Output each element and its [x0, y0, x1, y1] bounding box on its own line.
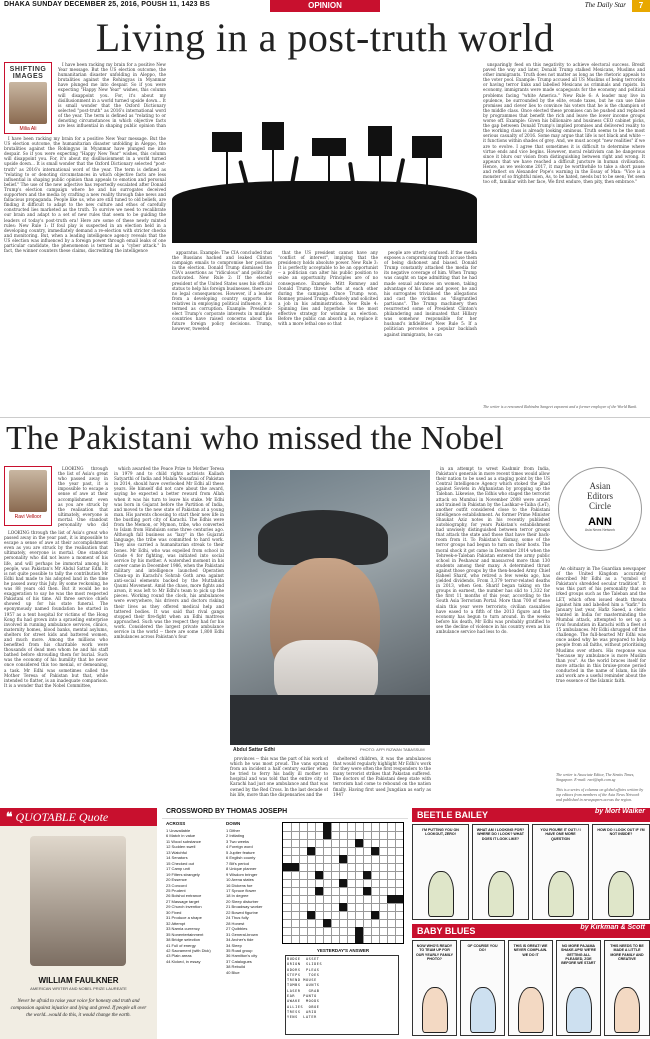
yesterday-answer-title: YESTERDAY'S ANSWER	[316, 948, 370, 953]
answer-row: LASER GRAB	[287, 988, 320, 993]
down-clue: 34 Sleep	[226, 942, 242, 948]
across-clue: 33 Narnia currency	[166, 926, 200, 932]
across-clue: 26 Bolshoi entrance	[166, 893, 202, 899]
answer-row: BUDGE ASSET	[287, 957, 320, 961]
quote-header: ❝ QUOTABLE Quote	[0, 808, 157, 826]
across-clue: 41 Full of energy	[166, 942, 196, 948]
beetle-panel-1: I'M PUTTING YOU ON LOOKOUT, ZERO!	[412, 824, 469, 920]
section-label: OPINION	[270, 0, 380, 12]
across-clue: 13 Watchful	[166, 849, 187, 855]
down-clue: 2 Initiating	[226, 833, 245, 839]
masthead	[0, 0, 650, 12]
across-clue: 30 Fixed	[166, 909, 182, 915]
down-clue: 37 Catalogues	[226, 958, 252, 964]
quote-text: Never be afraid to raise your voice for honesty and truth and compassion against injustice and lying and greed. If people all over the world...would do this, it would change the earth.	[10, 999, 147, 1018]
across-clue: 35 Nonentertainment	[166, 931, 204, 937]
edhi-portrait-photo	[230, 470, 430, 745]
crossword-grid[interactable]	[282, 822, 404, 944]
quote-icon: ❝	[6, 810, 13, 824]
across-clue: 32 Attempt	[166, 920, 186, 926]
across-clue: 15 Checked out	[166, 860, 195, 866]
down-clue: 10 Arena states	[226, 877, 254, 883]
down-clue: 7 Bit's period	[226, 860, 249, 866]
across-heading: ACROSS	[166, 821, 186, 826]
down-clue: 28 Honest	[226, 920, 245, 926]
across-clue: 6 Match in value	[166, 833, 196, 839]
down-clue: 20 Sleep disturber	[226, 898, 259, 904]
byline-box-ravi	[4, 466, 52, 526]
beetle-panel-3: YOU FIGURE IT OUT! / I HAVE ONE MORE QUESTION	[532, 824, 589, 920]
answer-row: YENS LATER	[287, 1015, 317, 1020]
down-heading: DOWN	[226, 821, 241, 826]
article1-col2: apparatus. Example: The CIA concluded that the Russians hacked and leaked Clinton campaign emails to compromise her position in the election. Donald Trump dismissed the CIA's assertions as "ridiculous" and politically motivated. New Rule 2: If the elected president of the United States uses his official status to help his foreign businesses, there are no legal consequences. However, if a leader from a developing country supports his relatives in employing political influence, it is termed as corruption. Example: President-elect Trump's corporate interests in multiple countries have raised concerns about his future foreign policy decisions. Trump, however, tweeted	[172, 250, 272, 332]
answer-row: ALLIES OBOE	[287, 1004, 320, 1009]
article2-col4: sheltered children, it was the ambulances that would regularly highlight Mr Edhi's work for they were often the first responders to the many terrorist strikes that Pakistan suffered. The doctors of the Pakistani deep state with terrorism had come to rebound on the nation finally. Having first used Jungdian as early as 1947	[333, 756, 431, 797]
baby-panel-5: THIS NEEDS TO BE MADE A LITTLE MORE FAMILY AND CREATIVE	[604, 940, 650, 1036]
across-clue: 23 Concord	[166, 882, 187, 888]
down-clue: 1 Dither	[226, 828, 241, 833]
across-clue: 31 Produce a shape	[166, 915, 202, 921]
answer-row: STEPS TOES	[287, 972, 320, 977]
quotable-quote-box	[0, 808, 157, 1039]
answer-row: ODORS PLEAS	[287, 967, 320, 972]
asian-editors-circle-logo: Asian Editors Circle ANN Asia News Network	[558, 467, 642, 551]
down-clue: 16 Dickens foe	[226, 882, 253, 888]
article1-col3: that the US president cannot have any "conflict of interest", implying that the presidency holds absolute power. New Rule 3: It is perfectly acceptable to be an opportunist -- a politician can alter his public position to seize an opportunity. Principles are of no consequence. Example: Mitt Romney and Donald Trump threw barbs at each other during the campaign. Once Trump won, Romney praised Trump effusively and solicited a job in his administration. New Rule 4: Spinning lies and hyperbole is the most effective strategy for winning an election. Before the public can absorb a lie, replace it with a more lethal one so that	[278, 250, 378, 327]
down-clue: 8 Unique planner	[226, 866, 257, 872]
baby-panel-3: THIS IS GREAT! WE NEVER COMPLAIN. WE DO IT	[508, 940, 553, 1036]
across-clue: 27 Massage target	[166, 898, 200, 904]
beetle-bailey-strip	[412, 808, 650, 922]
across-clue: 43 Plain areas	[166, 953, 192, 959]
headline-post-truth: Living in a post-truth world	[95, 15, 555, 60]
down-clue: 40 Blue	[226, 969, 240, 975]
article2-note1: The writer is Associate Editor, The Straits Times, Singapore. E-mail: ravi@sph.com.sg	[556, 772, 635, 782]
article2-note2: This is a series of columns on global affairs written by top editors from members of the Asia News Network and published in newspapers across the region.	[556, 787, 644, 802]
answer-row: TOMBS AUNTS	[287, 983, 320, 988]
across-clue: 19 Filters strangely	[166, 871, 200, 877]
author-name: Ravi Velloor	[14, 514, 42, 520]
down-clue: 18 In degree	[226, 893, 249, 899]
down-clue: 38 Rebuild	[226, 964, 246, 970]
baby-panel-4: NO MORE PAJAMA SHAKE-UPS! WE'RE GETTING ALL PLEASED, ZOE BEFORE WE START	[556, 940, 601, 1036]
protest-silhouette-image	[172, 118, 477, 243]
down-clues	[226, 828, 282, 975]
down-clue: 36 Hamilton's city	[226, 953, 258, 959]
across-clue: 38 Bridge selection	[166, 937, 201, 943]
column-title: SHIFTING IMAGES	[9, 66, 47, 80]
across-clue: 17 Camp unit	[166, 866, 190, 872]
down-clue: 17 Spruce flower	[226, 887, 257, 893]
down-clue: 21 Broadway worker	[226, 904, 263, 910]
dateline: DHAKA SUNDAY DECEMBER 25, 2016, POUSH 11, 1423 BS	[4, 1, 211, 8]
across-clue: 25 Prudent	[166, 887, 186, 893]
page-number: 7	[632, 0, 650, 12]
paper-name: The Daily Star	[584, 1, 626, 9]
article2-col2: which awarded the Peace Prize to Mother Teresa in 1979 and to child rights activists Kailash Satyarthi of India and Malala Yousafzai of Pakistan in 2014, should have overlooked Mr Edhi all these years. He himself did not care about the award, saying he expected a better reward from Allah when it was his turn to leave his stake. Mr Edhi was born in Gujarat before the Partition of India, and moved to the new state of Pakistan at a young man. His parents choosing to start their new life in the bustling port city of Karachi. The Edhis were from the Memon, or Mymon, tribe, who converted to Islam from Hinduism some three centuries ago. Although fall business as "lazy" in the Gujarati language, the tribe was committed to hard work. They also carried a humanitarian streak to their bones. Mr Edhi, who was expelled from school in Grade 4 for fighting, was initiated into social service by his mother. A watershed moment in his career came in December 1986, when the Pakistani military and intelligence launched Operation Clean-up in Karachi's Sohrab Goth area against anti-social elements backed by the Muttahida Qaumi Movement. Amid the chaos, more fights and arson, it was left to Mr Edhi's team to pick up the pieces. Working round the clock, his ambulances were everywhere, his drivers and doctors risking their lives as they offered medical help and tattered bodies. It was said that rival gangs stopped their fire-fight when an Edhi mattress approached. Such was the respect they had for his work. Considered the largest private ambulance service in the world -- there are some 1,800 Edhi ambulances across Pakistan's four	[114, 466, 224, 640]
author-portrait	[9, 470, 47, 512]
baby-panel-1: NOW WHO'S READY TO TEAM UP FOR OUR YEARLY FAMILY PHOTO?	[412, 940, 457, 1036]
answer-row: EAR PANTO	[287, 994, 317, 999]
article1-col1-top: I have been racking my brain for a positive New Year message. But the US election outcome, the humanitarian disaster unfolding in Aleppo, the brutalities against the Rohingyas in Myanmar have plunged me into despair. So if you were expecting "Happy New Year" wishes, this column will disappoint you. For, it's about my disillusionment in a world turned upside down... It is small wonder that the Oxford Dictionary selected "post-truth" as 2016's international word of the year. The term is defined as "relating to or denoting circumstances in which objective facts are less influential in shaping public opinion than	[58, 62, 166, 128]
article1-col4: people are utterly confused. If the media exposes a compromising truth accuse them of being dishonest and biased. Donald Trump constantly attacked the media for its negative coverage of him. When Trump was caught on tape admitting that he had made sexual advances on women, taking advantage of his fame and power, he and his surrogates trivialised the allegations and cast the victims as "disgruntled partisans". The Trump machinery then resurrected some of President Clinton's philandering and insinuated that Hillary was somehow responsible for her husband's infidelities! New Rule 5: If a politician perceives a popular backlash against immigrants, he can	[384, 250, 477, 337]
article2-col3: provinces -- this was the part of his work of which he was most proud. The vans sprung from an incident a half century earlier when he tried to ferry his badly ill mother to hospital and was told that the entire city of Karachi had just one ambulance and that was owned by the Red Cross. In the last decade of his life, more than the dispensaries and the	[230, 756, 328, 797]
baby-panel-2: OF COURSE YOU DO!	[460, 940, 505, 1036]
article2-col1: LOOKING through the list of Asia's great who passed away in the year past, it is impossible to escape a sense of awe at their accomplishment even as you are struck by the realisation that ultimately, everyone is mortal. One standout personality who did not leave a moment of his life, and will perhaps be immortal among his people, was Pakistan's Mr Abdul Sattar Edhi. It is not quite possible to tally the contribution Mr Edhi had made to his adopted land in the time he passed away this July. By some reckoning, he was 88 years old then. But it would be no exaggeration to say he was the most respected Pakistani of his time. All three service chiefs showed up for his state funeral. The eponymously named foundation he started in 1957 as a tent hospital for victims of the Hong Kong flu had grown into a sprawling enterprise involved in running ambulance services, clinics, maternity homes, blood banks, mental asylums, shelters for street kids and battered women, and much more. Among the millions who benefited from his charitable work were thousands of dead men whom he and his staff bathed before shrouding them for burial. Such was the economy of his humility that he never once considered this too menial, or demeaning, a task. Mr Edhi was sometimes called the Mother Teresa of Pakistan but that, while intended to flatter, is an inadequate comparison. It is a wonder that the Nobel Committee,	[4, 530, 108, 688]
down-clue: 34 Archer's tide	[226, 937, 254, 943]
answer-row: ORION SLIDES	[287, 962, 323, 967]
down-clue: 3 Two weeks	[226, 838, 250, 844]
across-clue: 44 Kicked, in essay	[166, 958, 201, 964]
photo-credit: PHOTO: AFP/ RIZWAN TABASSUM	[360, 747, 425, 752]
down-clue: 6 English county	[226, 855, 256, 861]
divider	[0, 417, 650, 418]
article1-note: The writer is a renowned Rabindra Sangeet exponent and a former employee of the World Bank.	[483, 404, 638, 409]
answer-row: TREND MOUSE	[287, 978, 317, 983]
yesterday-answer-grid	[285, 955, 399, 1035]
across-clue: 29 Church invention	[166, 904, 202, 910]
answer-row: TRESS ARID	[287, 1009, 317, 1014]
article2-col1-top: LOOKING through the list of Asia's great who passed away in the year past, it is impossible to escape a sense of awe at their accomplishment even as you are struck by the realisation that ultimately, everyone is mortal. One standout personality who did	[58, 466, 108, 528]
comic-title: BABY BLUES by Kirkman & Scott	[412, 924, 650, 938]
down-clue: 35 Road group	[226, 947, 253, 953]
across-clue: 1 Unavailable	[166, 828, 191, 833]
photo-caption: Abdul Sattar Edhi	[233, 747, 275, 753]
down-clue: 4 Foreign word	[226, 844, 253, 850]
across-clue: 14 Senators	[166, 855, 188, 861]
beetle-panel-4: HOW DO I LOOK OUT IF I'M NOT INSIDE?	[592, 824, 650, 920]
across-clue: 11 Wood substance	[166, 838, 201, 844]
article1-col1-body: I have been racking my brain for a positive New Year message. But the US election outcome, the humanitarian disaster unfolding in Aleppo, the brutalities against the Rohingyas in Myanmar have plunged me into despair. So if you were expecting "Happy New Year" wishes, this column will disappoint you. For, it's about my disillusionment in a world turned upside down... It is small wonder that the Oxford Dictionary selected "post-truth" as 2016's international word of the year. The term is defined as "relating to or denoting circumstances in which objective facts are less influential in shaping public opinion than appeals to emotion and personal belief." The use of the new adjective has reportedly escalated after Donald Trump's election campaign where he and his surrogates deceived supporters and the media by crafting a new reality through fake news and fallacious propaganda. People like us, who are still tuned to old beliefs, are finding it difficult to adapt to the new culture and ethos of carefully constructed lies marketed as the truth. To survive we need to recalibrate our brain and adapt to a set of new rules that seem to be guiding the leaders of today's post-truth era! Here are some of these newly minted rules: New Rule 1: If foul play is suspected in an election held in a developing country, immediately demand a re-election with stricter checks and monitoring. But, when a leading intelligence agency reveals that the US election was influenced by a foreign power through email leaks of one particular candidate, the phenomenon is termed as a "cyber attack." In fact, the winner counters these claims, discrediting the intelligence	[4, 136, 166, 254]
quote-author: WILLIAM FAULKNER	[38, 976, 119, 985]
author-portrait	[9, 82, 47, 124]
quote-author-role: AMERICAN WRITER AND NOBEL PRIZE LAUREATE	[30, 986, 127, 991]
down-clue: 5 Jupiter feature	[226, 849, 255, 855]
faulkner-portrait	[30, 836, 126, 966]
baby-blues-strip	[412, 924, 650, 1039]
author-name: Milia Ali	[19, 126, 37, 132]
across-clue: 20 Essence	[166, 877, 187, 883]
comic-title: BEETLE BAILEY by Mort Walker	[412, 808, 650, 822]
down-clue: 31 General-brown	[226, 931, 259, 937]
answer-row: AWAKE MOODS	[287, 999, 320, 1004]
crossword-title: CROSSWORD BY THOMAS JOSEPH	[162, 808, 408, 819]
article1-col5: unsparingly feed on this negativity to achieve electoral success. Brexit paved the way and later, Donald Trump stalked Mexicans, Muslims and other immigrants. Truth does not matter as long as the rhetoric appeals to the voter pool. Example: Trump accused all US Muslims of being terrorists or having terror links and labelled Mexicans as criminals and rapists. In economy, immigrants were made scapegoats for the economy and political problems facing "white America." New Rule 6: A leader may live in opulence, be surrounded by the elite, evade taxes, but he can use false promises and clever lies to convince his voters that he is the champion of the middle class. Once elected these promises can be pushed and replaced by programmes that benefit the rich and leave the lower income groups worse off. Example: Given his billionaire and business CEO cabinet picks, the gap between Donald Trump's implied promises and delivered reality to the working class is already looking ominous. Truth seems to be the most serious casualty of 2016. Some may argue that life is not black and white -- it functions within shades of grey. And, we must accept "new realities" if we are to evolve. I agree that sometimes it is difficult to determine where virtue ends and vice begins. However, moral relativism can be dangerous since it blurs our vision from distinguishing between right and wrong. It appears that we have reached a difficult juncture in human civilisation. Hence, as we welcome 2017, it may be worthwhile to take a short pause and reflect on Alexander Pope's warning in the Essay of Man: "Vice is a monster of so frightful mien, As, to be hated, needs but to be seen; Yet seen too oft, familiar with her face, We first endure, then pity, then embrace."	[483, 62, 645, 185]
down-clue: 27 Quibbles	[226, 926, 248, 932]
across-clues	[166, 828, 224, 964]
headline-pakistani-nobel: The Pakistani who missed the Nobel	[6, 420, 504, 457]
article2-col6: An obituary in The Guardian newspaper of the United Kingdom accurately described Mr Edhi as a "symbol of Pakistan's shredded secular tradition". It was this part of his personality that so irked groups such as the Taleban and the LET, which often issued death threats against him and labelled him a "kafir." In January last year, Hafiz Saeed, a cleric wanted in India for masterminding the Mumbai attack, attempted to set up a rival foundation in Karachi with a fleet of 15 ambulances. Mr Edhi shrugged off the challenge. The full-hearted Mr Edhi was once asked why he was prepared to help people from all faiths, without prioritising Muslims over others. His response was "because my ambulance is more Muslim than you". As the world braces itself for more attacks in this bruise-prone period conducted in the name of Islam, his life and work are a useful reminder about the true essence of the Islamic faith.	[556, 566, 646, 684]
down-clue: 9 Wisdom bringer	[226, 871, 258, 877]
beetle-panel-2: WHAT AM I LOOKING FOR? WHERE DO I LOOK? WHAT DOES IT LOOK LIKE?	[472, 824, 529, 920]
byline-box-milia	[4, 62, 52, 134]
article2-col5: in an attempt to wrest Kashmir from India, Pakistan's generals in more recent times would allow their nation to be used as a staging point by the US Central Intelligence Agency which stoked the jihad against Soviets in Afghanistan by propping up the Taleban. Likewise, the Edhis who staged the terrorist attack on Mumbai in November 2008 were armed and trained in Pakistan by the Lashkar-e-Taiba (LeT), another outfit considered close to the Pakistani intelligence establishment. As former Prime Minister Shaukat Aziz notes in his recently published autobiography, for years Pakistan's establishment had unwisely distinguished between terror groups that attack the state and those that have their back-room from it. To Pakistan's dismay, some of the terror groups had begun to turn on their hosts. The moral shock it got came in December 2014 when the Tehreek-e-Taleban Pakistan entered the army public school in Peshawar and massacred more than 130 students among their many. A determined thrust against those groups by the then-headed Army Chief Raheel Sharif, who retired a few weeks ago, has yielded dividends. From 3,379 terror-related deaths in 2013, when Gen. Sharif began taking on the groups in earnest, the number has slid to 1,332 for the first 11 months of this year, according to the South Asia Terrorism Portal. More than 700 of these slain this year were terrorists; civilian casualties have eased to a fifth of the 2013 figure and the economy has begun to turn around. In the weeks before his death, Mr Edhi was probably gratified to see the decline of violence in his country even as his ambulance service had less to do.	[436, 466, 550, 634]
across-clue: 42 Sacrament (with Dick)	[166, 947, 211, 953]
down-clue: 22 Bowed figurine	[226, 909, 259, 915]
down-clue: 24 Thus fully	[226, 915, 249, 921]
across-clue: 12 Sudden swell	[166, 844, 196, 850]
